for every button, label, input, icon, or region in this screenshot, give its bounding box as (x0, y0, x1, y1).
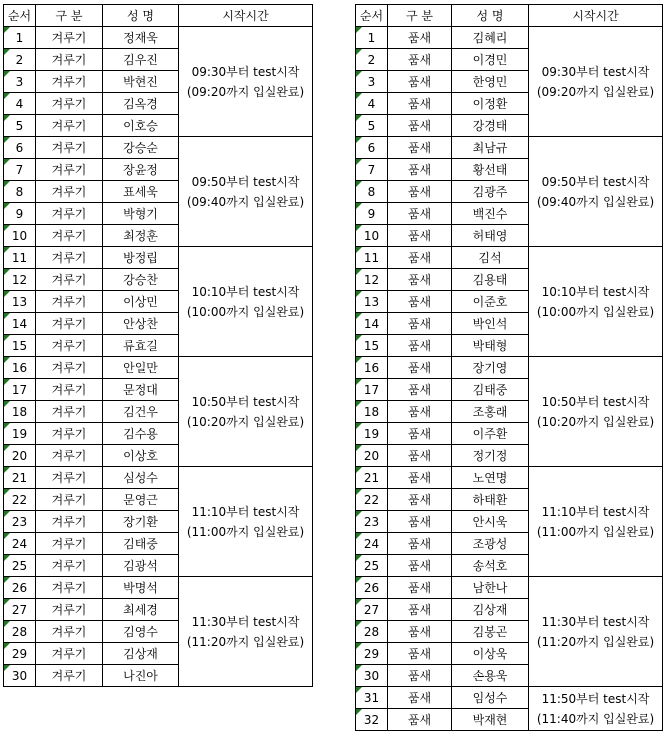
name-cell: 김영수 (103, 621, 179, 643)
name-cell: 박태형 (452, 335, 529, 357)
category-cell: 품새 (388, 445, 452, 467)
category-cell: 품새 (388, 577, 452, 599)
category-cell: 겨루기 (36, 159, 103, 181)
table-row (4, 357, 313, 379)
start-time-text: 11:10부터 test시작 (191, 504, 300, 519)
order-cell: 9 (4, 203, 36, 225)
order-cell: 31 (356, 687, 388, 709)
order-cell: 14 (356, 313, 388, 335)
name-cell: 김광주 (452, 181, 529, 203)
category-cell: 품새 (388, 247, 452, 269)
name-cell: 조광성 (452, 533, 529, 555)
category-cell: 품새 (388, 643, 452, 665)
name-cell: 박현진 (103, 71, 179, 93)
table-row (4, 247, 313, 269)
start-time-text: 10:10부터 test시작 (191, 284, 300, 299)
category-cell: 겨루기 (36, 643, 103, 665)
header-category: 구 분 (36, 5, 103, 27)
category-cell: 겨루기 (36, 423, 103, 445)
order-cell: 6 (356, 137, 388, 159)
order-cell: 19 (356, 423, 388, 445)
header-order: 순서 (356, 5, 388, 27)
category-cell: 겨루기 (36, 555, 103, 577)
order-cell: 22 (356, 489, 388, 511)
name-cell: 김태중 (103, 533, 179, 555)
table-row (4, 137, 313, 159)
category-cell: 겨루기 (36, 181, 103, 203)
name-cell: 김건우 (103, 401, 179, 423)
category-cell: 품새 (388, 379, 452, 401)
order-cell: 10 (4, 225, 36, 247)
header-start-time: 시작시간 (179, 5, 313, 27)
name-cell: 안일만 (103, 357, 179, 379)
order-cell: 5 (356, 115, 388, 137)
start-time-cell (529, 687, 663, 731)
check-in-deadline-text: (10:20까지 입실완료) (186, 414, 305, 429)
table-row (4, 467, 313, 489)
category-cell: 품새 (388, 269, 452, 291)
start-time-text: 09:30부터 test시작 (191, 64, 300, 79)
table-row (356, 687, 663, 709)
order-cell: 27 (4, 599, 36, 621)
name-cell: 김혜리 (452, 27, 529, 49)
start-time-cell (529, 27, 663, 137)
check-in-deadline-text: (11:40까지 입실완료) (536, 711, 655, 726)
order-cell: 3 (4, 71, 36, 93)
category-cell: 품새 (388, 181, 452, 203)
schedule-table-sparring (3, 4, 313, 687)
category-cell: 품새 (388, 357, 452, 379)
category-cell: 품새 (388, 489, 452, 511)
category-cell: 겨루기 (36, 313, 103, 335)
schedule-table-poomsae (355, 4, 663, 731)
name-cell: 박명석 (103, 577, 179, 599)
category-cell: 겨루기 (36, 291, 103, 313)
order-cell: 15 (356, 335, 388, 357)
category-cell: 품새 (388, 423, 452, 445)
name-cell: 손용욱 (452, 665, 529, 687)
category-cell: 품새 (388, 137, 452, 159)
order-cell: 17 (4, 379, 36, 401)
category-cell: 겨루기 (36, 445, 103, 467)
category-cell: 품새 (388, 533, 452, 555)
order-cell: 12 (4, 269, 36, 291)
order-cell: 11 (4, 247, 36, 269)
name-cell: 김우진 (103, 49, 179, 71)
check-in-deadline-text: (10:20까지 입실완료) (536, 414, 655, 429)
name-cell: 김상재 (452, 599, 529, 621)
start-time-text: 11:30부터 test시작 (191, 614, 300, 629)
start-time-cell (179, 467, 313, 577)
start-time-cell (529, 577, 663, 687)
name-cell: 표세욱 (103, 181, 179, 203)
category-cell: 품새 (388, 49, 452, 71)
name-cell: 김광석 (103, 555, 179, 577)
name-cell: 안상찬 (103, 313, 179, 335)
order-cell: 16 (4, 357, 36, 379)
category-cell: 품새 (388, 511, 452, 533)
header-name: 성 명 (103, 5, 179, 27)
check-in-deadline-text: (09:40까지 입실완료) (536, 194, 655, 209)
order-cell: 11 (356, 247, 388, 269)
category-cell: 품새 (388, 291, 452, 313)
order-cell: 25 (356, 555, 388, 577)
order-cell: 13 (4, 291, 36, 313)
category-cell: 품새 (388, 115, 452, 137)
category-cell: 겨루기 (36, 665, 103, 687)
order-cell: 23 (4, 511, 36, 533)
order-cell: 7 (4, 159, 36, 181)
order-cell: 4 (356, 93, 388, 115)
table-row (4, 577, 313, 599)
name-cell: 심성수 (103, 467, 179, 489)
category-cell: 품새 (388, 93, 452, 115)
category-cell: 품새 (388, 313, 452, 335)
order-cell: 18 (4, 401, 36, 423)
name-cell: 정기정 (452, 445, 529, 467)
category-cell: 겨루기 (36, 489, 103, 511)
name-cell: 최세경 (103, 599, 179, 621)
start-time-cell (179, 357, 313, 467)
start-time-cell (529, 137, 663, 247)
category-cell: 겨루기 (36, 137, 103, 159)
start-time-cell (529, 247, 663, 357)
category-cell: 겨루기 (36, 269, 103, 291)
order-cell: 2 (4, 49, 36, 71)
header-row (356, 5, 663, 27)
name-cell: 강승찬 (103, 269, 179, 291)
order-cell: 7 (356, 159, 388, 181)
category-cell: 겨루기 (36, 401, 103, 423)
name-cell: 한영민 (452, 71, 529, 93)
name-cell: 이상욱 (452, 643, 529, 665)
name-cell: 김상재 (103, 643, 179, 665)
check-in-deadline-text: (11:20까지 입실완료) (186, 634, 305, 649)
category-cell: 겨루기 (36, 247, 103, 269)
table-row (356, 357, 663, 379)
order-cell: 8 (356, 181, 388, 203)
category-cell: 겨루기 (36, 621, 103, 643)
category-cell: 품새 (388, 225, 452, 247)
check-in-deadline-text: (11:20까지 입실완료) (536, 634, 655, 649)
order-cell: 2 (356, 49, 388, 71)
category-cell: 품새 (388, 665, 452, 687)
name-cell: 황선태 (452, 159, 529, 181)
name-cell: 이준호 (452, 291, 529, 313)
category-cell: 겨루기 (36, 93, 103, 115)
table-row (356, 577, 663, 599)
order-cell: 13 (356, 291, 388, 313)
order-cell: 19 (4, 423, 36, 445)
start-time-text: 09:50부터 test시작 (191, 174, 300, 189)
category-cell: 품새 (388, 467, 452, 489)
order-cell: 12 (356, 269, 388, 291)
order-cell: 26 (356, 577, 388, 599)
table-row (356, 137, 663, 159)
order-cell: 1 (4, 27, 36, 49)
start-time-cell (179, 137, 313, 247)
name-cell: 백진수 (452, 203, 529, 225)
check-in-deadline-text: (10:00까지 입실완료) (536, 304, 655, 319)
start-time-text: 09:30부터 test시작 (541, 64, 650, 79)
order-cell: 22 (4, 489, 36, 511)
header-category: 구 분 (388, 5, 452, 27)
category-cell: 품새 (388, 159, 452, 181)
header-name: 성 명 (452, 5, 529, 27)
table-row (4, 27, 313, 49)
category-cell: 품새 (388, 555, 452, 577)
check-in-deadline-text: (11:00까지 입실완료) (536, 524, 655, 539)
check-in-deadline-text: (09:20까지 입실완료) (186, 84, 305, 99)
category-cell: 겨루기 (36, 115, 103, 137)
order-cell: 3 (356, 71, 388, 93)
category-cell: 겨루기 (36, 71, 103, 93)
name-cell: 김태중 (452, 379, 529, 401)
order-cell: 30 (4, 665, 36, 687)
name-cell: 장윤정 (103, 159, 179, 181)
order-cell: 18 (356, 401, 388, 423)
name-cell: 나진아 (103, 665, 179, 687)
name-cell: 남한나 (452, 577, 529, 599)
start-time-text: 10:50부터 test시작 (541, 394, 650, 409)
name-cell: 임성수 (452, 687, 529, 709)
check-in-deadline-text: (10:00까지 입실완료) (186, 304, 305, 319)
category-cell: 겨루기 (36, 511, 103, 533)
category-cell: 겨루기 (36, 467, 103, 489)
name-cell: 장기환 (103, 511, 179, 533)
name-cell: 박인석 (452, 313, 529, 335)
order-cell: 26 (4, 577, 36, 599)
order-cell: 21 (4, 467, 36, 489)
order-cell: 25 (4, 555, 36, 577)
start-time-cell (529, 357, 663, 467)
table-row (356, 27, 663, 49)
name-cell: 김석 (452, 247, 529, 269)
check-in-deadline-text: (09:40까지 입실완료) (186, 194, 305, 209)
name-cell: 김용태 (452, 269, 529, 291)
name-cell: 김옥경 (103, 93, 179, 115)
order-cell: 30 (356, 665, 388, 687)
category-cell: 품새 (388, 599, 452, 621)
name-cell: 노연명 (452, 467, 529, 489)
table-row (356, 247, 663, 269)
category-cell: 겨루기 (36, 379, 103, 401)
category-cell: 겨루기 (36, 225, 103, 247)
order-cell: 28 (356, 621, 388, 643)
start-time-text: 11:30부터 test시작 (541, 614, 650, 629)
name-cell: 김수용 (103, 423, 179, 445)
category-cell: 겨루기 (36, 357, 103, 379)
order-cell: 29 (4, 643, 36, 665)
order-cell: 14 (4, 313, 36, 335)
start-time-cell (179, 577, 313, 687)
name-cell: 송석호 (452, 555, 529, 577)
name-cell: 이경민 (452, 49, 529, 71)
category-cell: 품새 (388, 709, 452, 731)
order-cell: 6 (4, 137, 36, 159)
order-cell: 21 (356, 467, 388, 489)
order-cell: 8 (4, 181, 36, 203)
name-cell: 최남규 (452, 137, 529, 159)
order-cell: 1 (356, 27, 388, 49)
order-cell: 20 (356, 445, 388, 467)
category-cell: 품새 (388, 687, 452, 709)
category-cell: 품새 (388, 71, 452, 93)
name-cell: 이정환 (452, 93, 529, 115)
name-cell: 박형기 (103, 203, 179, 225)
name-cell: 문영근 (103, 489, 179, 511)
order-cell: 4 (4, 93, 36, 115)
start-time-cell (179, 247, 313, 357)
order-cell: 15 (4, 335, 36, 357)
order-cell: 9 (356, 203, 388, 225)
name-cell: 하태환 (452, 489, 529, 511)
name-cell: 강승순 (103, 137, 179, 159)
name-cell: 정재욱 (103, 27, 179, 49)
order-cell: 10 (356, 225, 388, 247)
name-cell: 김봉곤 (452, 621, 529, 643)
category-cell: 겨루기 (36, 577, 103, 599)
category-cell: 품새 (388, 401, 452, 423)
category-cell: 겨루기 (36, 599, 103, 621)
order-cell: 17 (356, 379, 388, 401)
name-cell: 문정대 (103, 379, 179, 401)
header-start-time: 시작시간 (529, 5, 663, 27)
start-time-text: 11:10부터 test시작 (541, 504, 650, 519)
name-cell: 박재현 (452, 709, 529, 731)
order-cell: 5 (4, 115, 36, 137)
name-cell: 조홍래 (452, 401, 529, 423)
start-time-cell (179, 27, 313, 137)
start-time-text: 10:50부터 test시작 (191, 394, 300, 409)
category-cell: 품새 (388, 203, 452, 225)
name-cell: 이호승 (103, 115, 179, 137)
category-cell: 품새 (388, 27, 452, 49)
start-time-text: 10:10부터 test시작 (541, 284, 650, 299)
order-cell: 20 (4, 445, 36, 467)
name-cell: 이주환 (452, 423, 529, 445)
category-cell: 겨루기 (36, 533, 103, 555)
category-cell: 겨루기 (36, 49, 103, 71)
table-row (356, 467, 663, 489)
name-cell: 이상민 (103, 291, 179, 313)
name-cell: 안시욱 (452, 511, 529, 533)
name-cell: 허태영 (452, 225, 529, 247)
header-order: 순서 (4, 5, 36, 27)
category-cell: 겨루기 (36, 203, 103, 225)
start-time-text: 09:50부터 test시작 (541, 174, 650, 189)
name-cell: 류효길 (103, 335, 179, 357)
order-cell: 16 (356, 357, 388, 379)
order-cell: 24 (356, 533, 388, 555)
category-cell: 품새 (388, 621, 452, 643)
order-cell: 24 (4, 533, 36, 555)
start-time-text: 11:50부터 test시작 (541, 691, 650, 706)
name-cell: 최정훈 (103, 225, 179, 247)
start-time-cell (529, 467, 663, 577)
order-cell: 32 (356, 709, 388, 731)
order-cell: 28 (4, 621, 36, 643)
category-cell: 품새 (388, 335, 452, 357)
order-cell: 27 (356, 599, 388, 621)
name-cell: 강경태 (452, 115, 529, 137)
order-cell: 29 (356, 643, 388, 665)
category-cell: 겨루기 (36, 335, 103, 357)
name-cell: 장기영 (452, 357, 529, 379)
check-in-deadline-text: (09:20까지 입실완료) (536, 84, 655, 99)
check-in-deadline-text: (11:00까지 입실완료) (186, 524, 305, 539)
name-cell: 방정립 (103, 247, 179, 269)
order-cell: 23 (356, 511, 388, 533)
category-cell: 겨루기 (36, 27, 103, 49)
name-cell: 이상호 (103, 445, 179, 467)
header-row (4, 5, 313, 27)
